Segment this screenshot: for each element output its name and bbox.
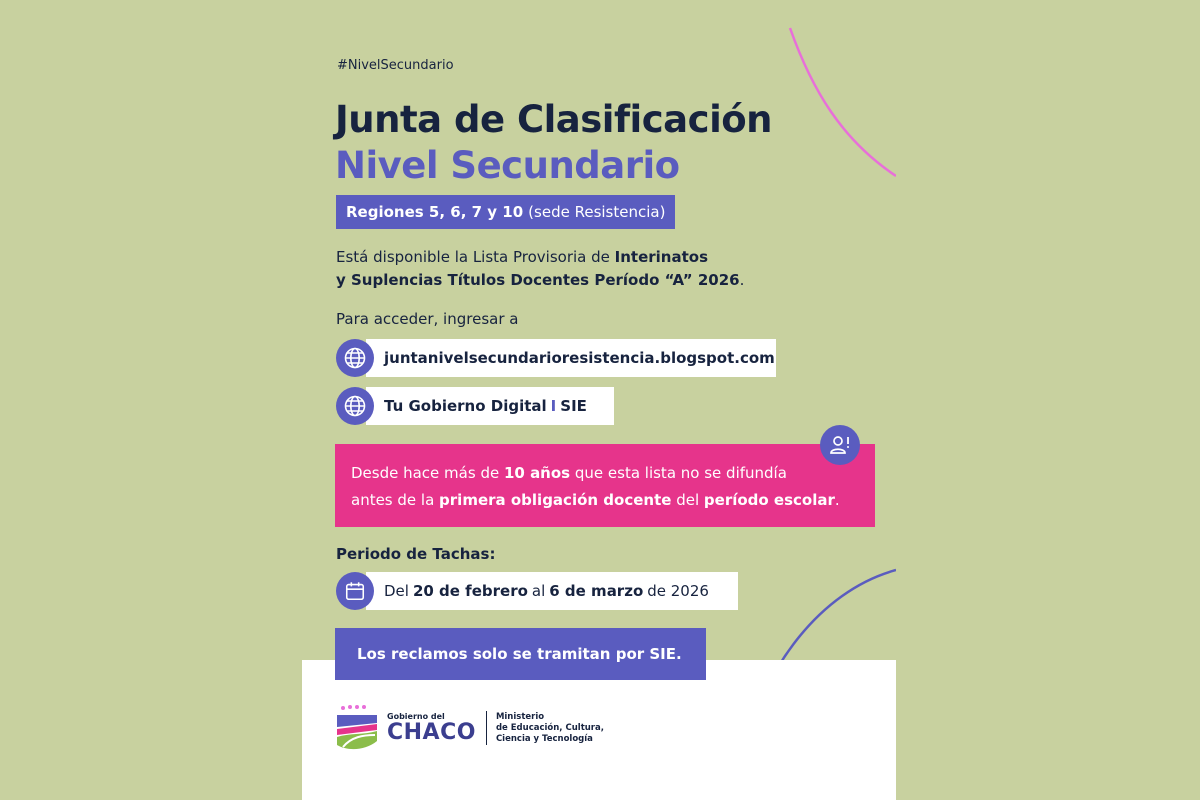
notice-bold: primera obligación docente (439, 491, 672, 509)
notice-text: Desde hace más de (351, 464, 504, 482)
date-text: de 2026 (647, 582, 709, 600)
ministry-line: de Educación, Cultura, (495, 722, 604, 733)
notice-bold: 10 años (503, 464, 571, 482)
notice-text: antes de la (351, 491, 440, 509)
notice-text: . (834, 491, 840, 509)
blog-link-row[interactable] (336, 339, 776, 377)
intro-bold2: y Suplencias Títulos Docentes Período “A” 2026 (336, 271, 740, 289)
logo-gob: Gobierno del (387, 711, 445, 721)
logo-chaco: CHACO (387, 719, 476, 745)
date-text: Del (384, 582, 409, 600)
date-range (366, 572, 738, 610)
poster (302, 0, 896, 800)
ministry-line: Ministerio (495, 711, 545, 722)
intro-bold1: Interinatos (614, 248, 709, 266)
gov-link-part2: SIE (560, 397, 587, 415)
government-logo (335, 705, 604, 751)
regions-badge (336, 195, 675, 229)
intro-text (336, 246, 796, 292)
logo-text (387, 712, 476, 745)
regions-bold: Regiones 5, 6, 7 y 10 (346, 203, 524, 221)
intro-end: . (739, 271, 745, 289)
notice-bold: período escolar (703, 491, 835, 509)
globe-icon (336, 387, 374, 425)
page-subtitle: Nivel Secundario (335, 144, 680, 187)
gov-link-part1: Tu Gobierno Digital (384, 397, 547, 415)
chaco-logo-icon (335, 705, 379, 751)
regions-rest: (sede Resistencia) (528, 203, 666, 221)
intro-part1: Está disponible la Lista Provisoria de (336, 248, 615, 266)
calendar-icon (336, 572, 374, 610)
hashtag: #NivelSecundario (337, 58, 454, 73)
date-text: al (531, 582, 546, 600)
ministry-line: Ciencia y Tecnología (495, 733, 593, 744)
blog-link[interactable]: juntanivelsecundarioresistencia.blogspot.com (366, 339, 776, 377)
globe-icon (336, 339, 374, 377)
logo-ministry (496, 712, 604, 745)
claims-banner: Los reclamos solo se tramitan por SIE. (335, 628, 706, 680)
person-alert-icon (820, 425, 860, 465)
logo-divider (486, 711, 487, 745)
notice-text: del (671, 491, 704, 509)
gov-link-separator: I (550, 397, 557, 415)
gov-link[interactable] (366, 387, 614, 425)
date-bold: 6 de marzo (549, 582, 644, 600)
date-bold: 20 de febrero (412, 582, 528, 600)
gov-link-row[interactable] (336, 387, 614, 425)
tachas-label: Periodo de Tachas: (336, 545, 496, 563)
page-title: Junta de Clasificación (335, 98, 773, 141)
notice-text: que esta lista no se difundía (570, 464, 787, 482)
access-label: Para acceder, ingresar a (336, 310, 519, 328)
date-row (336, 572, 738, 610)
notice-box (335, 444, 875, 527)
